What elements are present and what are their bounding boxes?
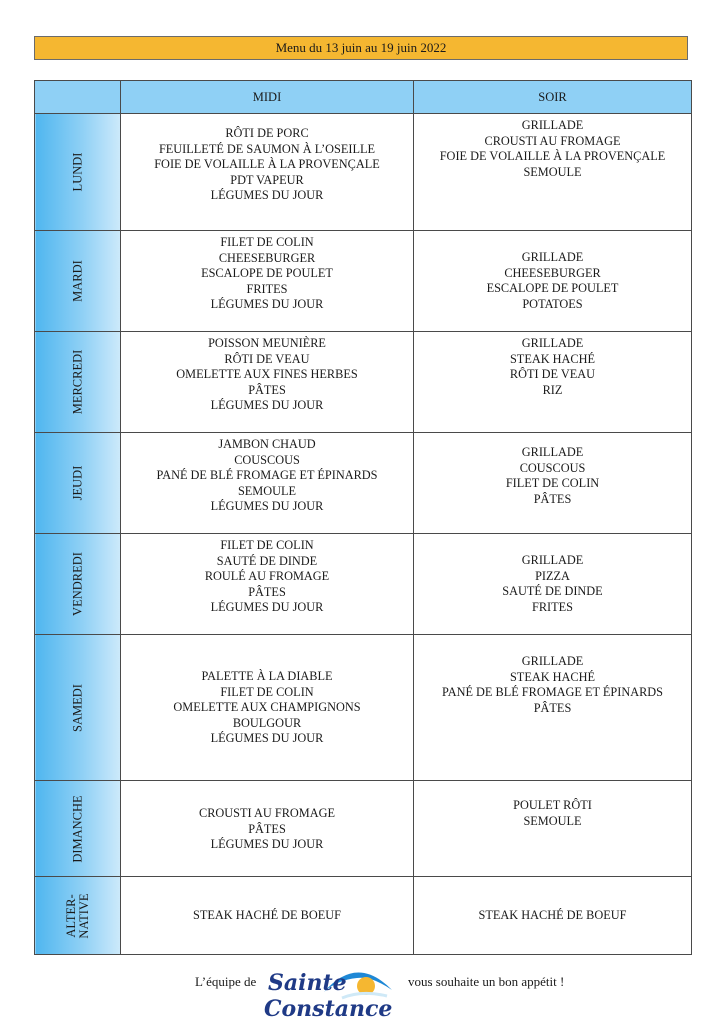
day-label: VENDREDI (70, 552, 84, 616)
dish: LÉGUMES DU JOUR (210, 837, 324, 851)
day-cell-dimanche (35, 781, 121, 877)
menu-table (34, 80, 692, 955)
day-cell-jeudi (35, 433, 121, 534)
day-label: MARDI (70, 260, 84, 302)
dish: GRILLADE (521, 118, 584, 132)
dish: GRILLADE (521, 445, 584, 459)
dish: LÉGUMES DU JOUR (210, 731, 324, 745)
header-midi: MIDI (121, 81, 414, 114)
dish: STEAK HACHÉ (509, 351, 596, 366)
row-mercredi (35, 332, 692, 433)
logo-line2: Constance (264, 996, 393, 1022)
day-label: ALTER- NATIVE (63, 892, 91, 939)
dish: POTATOES (522, 296, 583, 311)
soir-cell (414, 433, 692, 534)
footer-right-text: vous souhaite un bon appétit ! (408, 974, 565, 989)
dish: STEAK HACHÉ DE BOEUF (193, 907, 341, 922)
dish: PÂTES (533, 491, 572, 506)
dish: STEAK HACHÉ DE BOEUF (478, 907, 627, 922)
midi-cell (121, 781, 414, 877)
day-cell-lundi (35, 114, 121, 231)
dish: FILET DE COLIN (220, 684, 314, 699)
dish: PANÉ DE BLÉ FROMAGE ET ÉPINARDS (441, 685, 664, 699)
dish: RÔTI DE VEAU (224, 351, 310, 366)
dish: FOIE DE VOLAILLE À LA PROVENÇALE (439, 149, 666, 163)
dish: POISSON MEUNIÈRE (208, 336, 326, 350)
dish: LÉGUMES DU JOUR (210, 188, 324, 202)
dish: PALETTE À LA DIABLE (201, 669, 333, 683)
row-samedi (35, 635, 692, 781)
dish: SEMOULE (237, 483, 297, 498)
dish: POULET RÔTI (513, 798, 592, 812)
day-label: SAMEDI (70, 683, 84, 732)
soir-cell (414, 534, 692, 635)
midi-cell (121, 635, 414, 781)
row-jeudi (35, 433, 692, 534)
dish: LÉGUMES DU JOUR (210, 398, 324, 412)
dish: CHEESEBURGER (218, 250, 316, 265)
menu-title: Menu du 13 juin au 19 juin 2022 (34, 36, 688, 60)
dish: ESCALOPE DE POULET (486, 281, 619, 295)
row-lundi (35, 114, 692, 231)
dish: FILET DE COLIN (220, 235, 314, 249)
soir-cell (414, 114, 692, 231)
day-label: MERCREDI (70, 349, 84, 415)
dish: PÂTES (248, 584, 286, 599)
day-label: DIMANCHE (70, 794, 84, 863)
midi-cell (121, 114, 414, 231)
dish: FRITES (532, 599, 573, 614)
day-cell-samedi (35, 635, 121, 781)
day-label: LUNDI (70, 152, 84, 192)
dish: JAMBON CHAUD (218, 437, 316, 451)
dish: LÉGUMES DU JOUR (210, 297, 324, 311)
dish: GRILLADE (521, 553, 584, 567)
dish: CHEESEBURGER (504, 265, 601, 280)
dish: LÉGUMES DU JOUR (210, 499, 324, 513)
row-alternative (35, 877, 692, 955)
footer (0, 962, 725, 1024)
day-label: JEUDI (70, 465, 84, 501)
dish: OMELETTE AUX FINES HERBES (176, 367, 358, 381)
row-vendredi (35, 534, 692, 635)
dish: FOIE DE VOLAILLE À LA PROVENÇALE (154, 157, 380, 171)
header-corner (35, 81, 121, 114)
soir-cell (414, 781, 692, 877)
dish: COUSCOUS (519, 460, 586, 475)
dish: SEMOULE (523, 164, 582, 179)
dish: SAUTÉ DE DINDE (216, 553, 318, 568)
day-cell-mardi (35, 231, 121, 332)
dish: CROUSTI AU FROMAGE (484, 133, 621, 148)
dish: SAUTÉ DE DINDE (502, 584, 603, 598)
dish: SEMOULE (523, 813, 582, 828)
footer-left-text: L’équipe de (195, 974, 257, 989)
dish: RÔTI DE PORC (225, 126, 309, 140)
dish: FEUILLETÉ DE SAUMON À L’OSEILLE (158, 141, 376, 156)
row-dimanche (35, 781, 692, 877)
dish: PÂTES (248, 821, 286, 836)
row-mardi (35, 231, 692, 332)
day-cell-vendredi (35, 534, 121, 635)
dish: ESCALOPE DE POULET (201, 266, 333, 280)
dish: PANÉ DE BLÉ FROMAGE ET ÉPINARDS (156, 468, 378, 482)
dish: LÉGUMES DU JOUR (210, 600, 324, 614)
header-soir: SOIR (414, 81, 692, 114)
dish: FRITES (246, 281, 288, 296)
dish: FILET DE COLIN (505, 476, 600, 490)
dish: RÔTI DE VEAU (509, 367, 596, 381)
dish: COUSCOUS (234, 452, 300, 467)
dish: ROULÉ AU FROMAGE (204, 569, 330, 583)
dish: CROUSTI AU FROMAGE (199, 806, 335, 820)
soir-cell (414, 231, 692, 332)
dish: FILET DE COLIN (220, 538, 314, 552)
dish: BOULGOUR (232, 715, 302, 730)
day-cell-alternative (35, 877, 121, 955)
soir-cell (414, 332, 692, 433)
dish: RIZ (542, 382, 563, 397)
dish: OMELETTE AUX CHAMPIGNONS (173, 700, 361, 714)
dish: PÂTES (248, 382, 286, 397)
midi-cell (121, 433, 414, 534)
dish: STEAK HACHÉ (509, 669, 596, 684)
dish: PIZZA (535, 568, 570, 583)
dish: PDT VAPEUR (230, 172, 304, 187)
midi-cell (121, 877, 414, 955)
soir-cell (414, 635, 692, 781)
dish: GRILLADE (521, 250, 584, 264)
midi-cell (121, 332, 414, 433)
soir-cell (414, 877, 692, 955)
sainte-constance-logo (262, 962, 412, 1024)
day-cell-mercredi (35, 332, 121, 433)
midi-cell (121, 231, 414, 332)
dish: PÂTES (533, 700, 572, 715)
midi-cell (121, 534, 414, 635)
dish: GRILLADE (521, 336, 584, 350)
dish: GRILLADE (521, 654, 584, 668)
logo-line1: Sainte (268, 970, 347, 996)
